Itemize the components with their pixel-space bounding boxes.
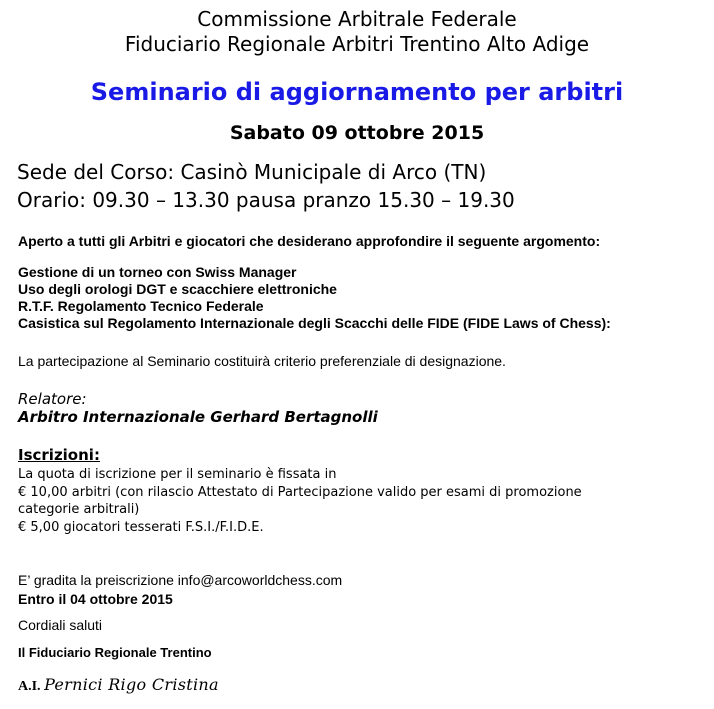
fee-giocatori: € 5,00 giocatori tesserati F.S.I./F.I.D.E. (18, 520, 264, 535)
signatory-role: Il Fiduciario Regionale Trentino (18, 645, 212, 660)
iscrizioni-heading (18, 446, 100, 464)
topic-item: Gestione di un torneo con Swiss Manager (18, 264, 297, 280)
signature-prefix: A.I. (18, 679, 41, 694)
preregistration-deadline: Entro il 04 ottobre 2015 (18, 591, 173, 607)
header-fiduciary: Fiduciario Regionale Arbitri Trentino Alto Adige (124, 32, 590, 56)
iscrizioni-heading-colon: : (93, 446, 100, 464)
venue-schedule: Orario: 09.30 – 13.30 pausa pranzo 15.30 – 19.30 (17, 188, 515, 212)
signature-name: Pernici Rigo Cristina (44, 675, 219, 694)
relatore-label: Relatore: (18, 390, 87, 408)
header-commission: Commissione Arbitrale Federale (197, 7, 517, 31)
signature (18, 675, 219, 697)
fee-arbitri: € 10,00 arbitri (con rilascio Attestato di Partecipazione valido per esami di promozione (18, 485, 582, 500)
topic-item: R.T.F. Regolamento Tecnico Federale (18, 298, 264, 314)
event-date: Sabato 09 ottobre 2015 (229, 122, 485, 144)
venue-location: Sede del Corso: Casinò Municipale di Arco (TN) (17, 160, 487, 184)
page-title: Seminario di aggiornamento per arbitri (90, 78, 624, 106)
fee-arbitri-cont: categorie arbitrali) (18, 502, 140, 517)
iscrizioni-heading-text: Iscrizioni (18, 446, 94, 464)
topic-item: Casistica sul Regolamento Internazionale degli Scacchi delle FIDE (FIDE Laws of Chess): (18, 315, 611, 331)
closing-greeting: Cordiali saluti (18, 617, 103, 633)
topic-item: Uso degli orologi DGT e scacchiere elettroniche (18, 281, 337, 297)
relatore-name: Arbitro Internazionale Gerhard Bertagnolli (18, 408, 378, 426)
fee-intro: La quota di iscrizione per il seminario è fissata in (18, 467, 337, 482)
participation-note: La partecipazione al Seminario costituirà criterio preferenziale di designazione. (18, 353, 506, 369)
preregistration-text: E’ gradita la preiscrizione info@arcoworldchess.com (18, 572, 343, 588)
intro-text: Aperto a tutti gli Arbitri e giocatori che desiderano approfondire il seguente argomento: (18, 233, 601, 249)
